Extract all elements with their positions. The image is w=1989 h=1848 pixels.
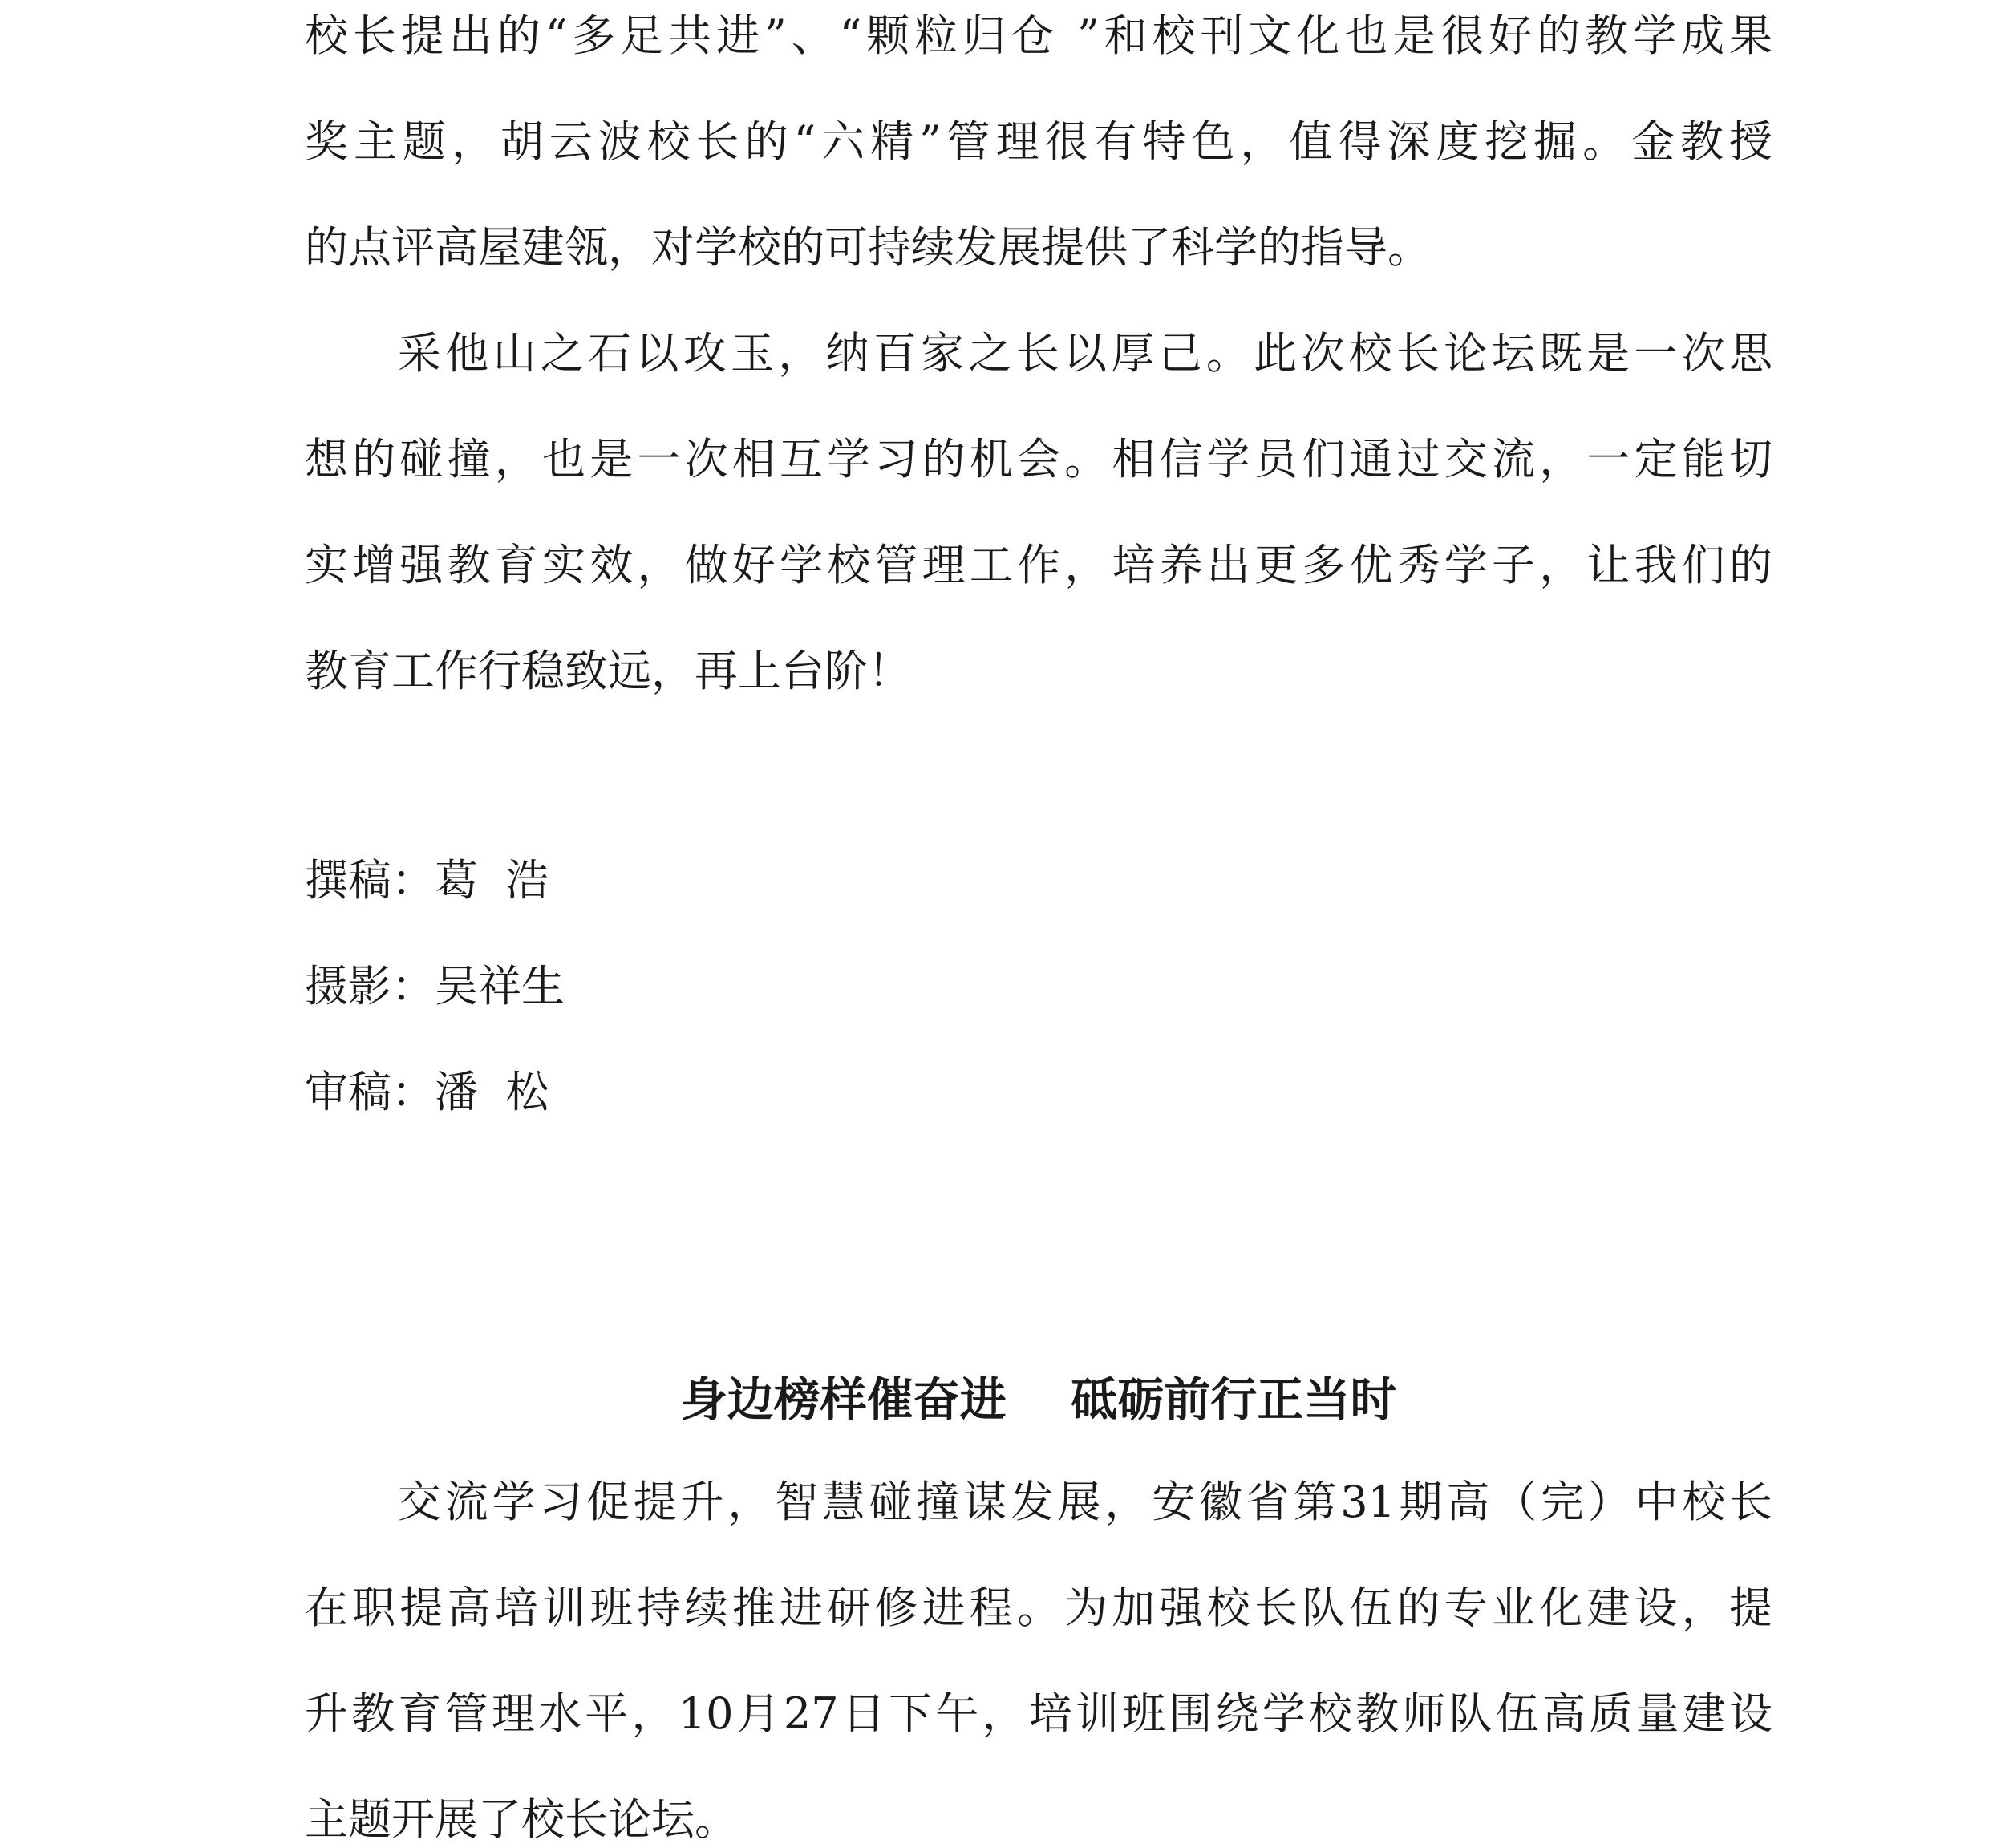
body-line: 想的碰撞，也是一次相互学习的机会。相信学员们通过交流，一定能切 (305, 434, 1772, 484)
article-title: 身边榜样催奋进 砥砺前行正当时 (680, 1372, 1397, 1427)
body-line: 主题开展了校长论坛。 (305, 1794, 738, 1845)
body-line: 实增强教育实效，做好学校管理工作，培养出更多优秀学子，让我们的 (305, 540, 1772, 590)
body-line: 在职提高培训班持续推进研修进程。为加强校长队伍的专业化建设，提 (305, 1583, 1772, 1633)
body-line: 交流学习促提升，智慧碰撞谋发展，安徽省第31期高（完）中校长 (398, 1477, 1772, 1527)
body-line: 奖主题，胡云波校长的“六精”管理很有特色，值得深度挖掘。金教授 (305, 116, 1772, 167)
body-line: 升教育管理水平，10月27日下午，培训班围绕学校教师队伍高质量建设 (305, 1688, 1772, 1739)
body-line: 教育工作行稳致远，再上台阶！ (305, 646, 911, 696)
credit-writer: 撰稿：葛 浩 (305, 855, 549, 906)
body-line: 的点评高屋建瓴，对学校的可持续发展提供了科学的指导。 (305, 222, 1431, 273)
credit-reviewer: 审稿：潘 松 (305, 1067, 549, 1117)
body-line: 校长提出的“多足共进”、“颗粒归仓 ”和校刊文化也是很好的教学成果 (305, 10, 1772, 61)
credit-photographer: 摄影：吴祥生 (305, 961, 565, 1011)
body-line: 采他山之石以攻玉，纳百家之长以厚己。此次校长论坛既是一次思 (398, 328, 1772, 379)
